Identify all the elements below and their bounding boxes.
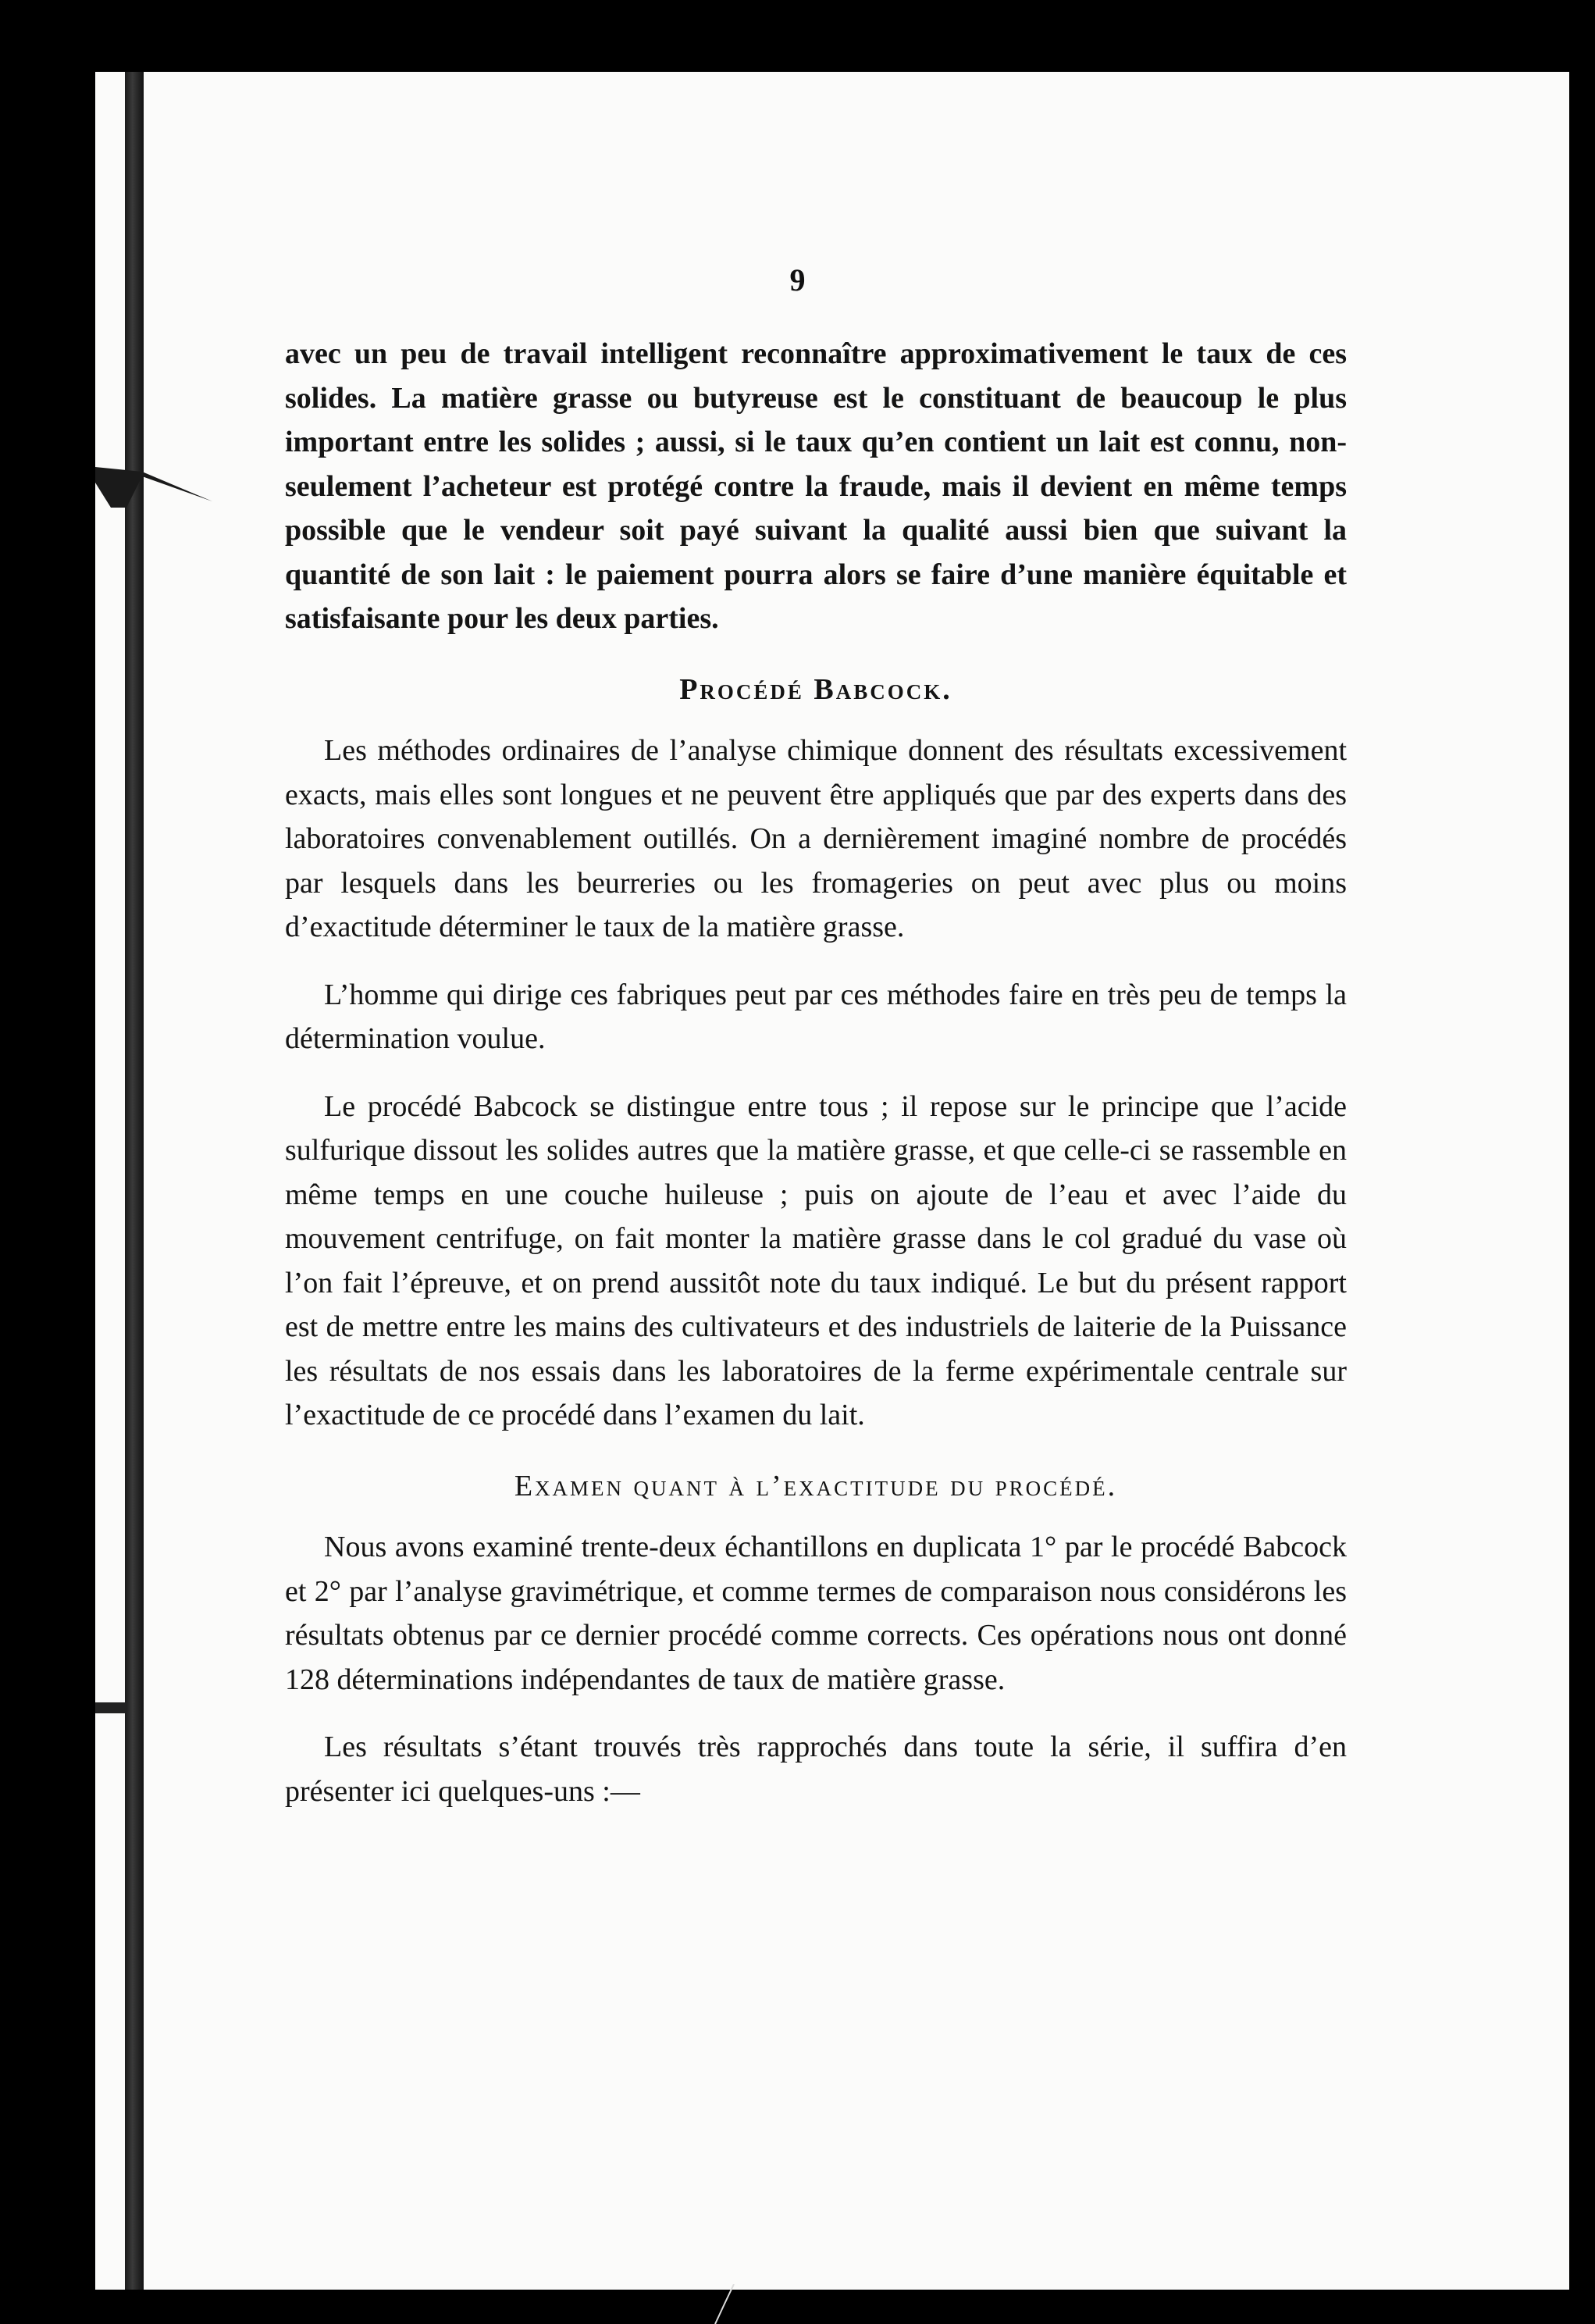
binding-notch	[95, 461, 212, 508]
paragraph-methods: Les méthodes ordinaires de l’analyse chimique donnent des résultats excessivement exacts, mais elles sont longues et ne peuvent être appliqués que par des experts dans des laboratoires convenablement outillés. On a dernièrement imaginé nombre de procédés par lesquels dans les beurreries ou les fromageries on peut avec plus ou moins d’exactitude déterminer le taux de la matière grasse.	[285, 734, 1347, 943]
section-heading-examen: Examen quant à l’exactitude du procédé.	[514, 1469, 1118, 1502]
paragraph-director: L’homme qui dirige ces fabriques peut par ces méthodes faire en très peu de temps la détermination voulue.	[285, 978, 1347, 1055]
binding-tick	[95, 1702, 126, 1713]
paragraph-babcock-process: Le procédé Babcock se distingue entre tous ; il repose sur le principe que l’acide sulfurique dissout les solides autres que la matière grasse, et que celle-ci se rassemble en même temps en une couche huileuse ; puis on ajoute de l’eau et avec l’aide du mouvement centrifuge, on fait monter la matière grasse dans le col gradué du vase où l’on fait l’épreuve, et on prend aussitôt note du taux indiqué. Le but du présent rapport est de mettre entre les mains des cultivateurs et des industriels de laiterie de la Puissance les résultats de nos essais dans les laboratoires de la ferme expérimentale centrale sur l’exactitude de ce procédé dans l’examen du lait.	[285, 1089, 1347, 1431]
scan-mark	[710, 2284, 742, 2324]
section-heading-babcock: Procédé Babcock.	[679, 672, 952, 706]
page-number: 9	[789, 262, 806, 298]
paragraph-samples: Nous avons examiné trente-deux échantillons en duplicata 1° par le procédé Babcock et 2° par l’analyse gravimétrique, et comme termes de comparaison nous considérons les résultats obtenus par ce dernier procédé comme corrects. Ces opérations nous ont donné 128 déterminations indépendantes de taux de matière grasse.	[285, 1531, 1347, 1696]
binding-edge	[125, 72, 144, 2290]
body-text	[285, 332, 1347, 1813]
paragraph-results: Les résultats s’étant trouvés très rapprochés dans toute la série, il suffira d’en présenter ici quelques-uns :—	[285, 1731, 1347, 1808]
paragraph-intro: avec un peu de travail intelligent reconnaître approximativement le taux de ces solides. La matière grasse ou butyreuse est le constituant de beaucoup le plus important entre les solides ; aussi, si le taux qu’en contient un lait est connu, non-seulement l’acheteur est protégé contre la fraude, mais il devient en même temps possible que le vendeur soit payé suivant la qualité aussi bien que suivant la quantité de son lait : le paiement pourra alors se faire d’une manière équitable et satisfaisante pour les deux parties.	[285, 337, 1347, 635]
